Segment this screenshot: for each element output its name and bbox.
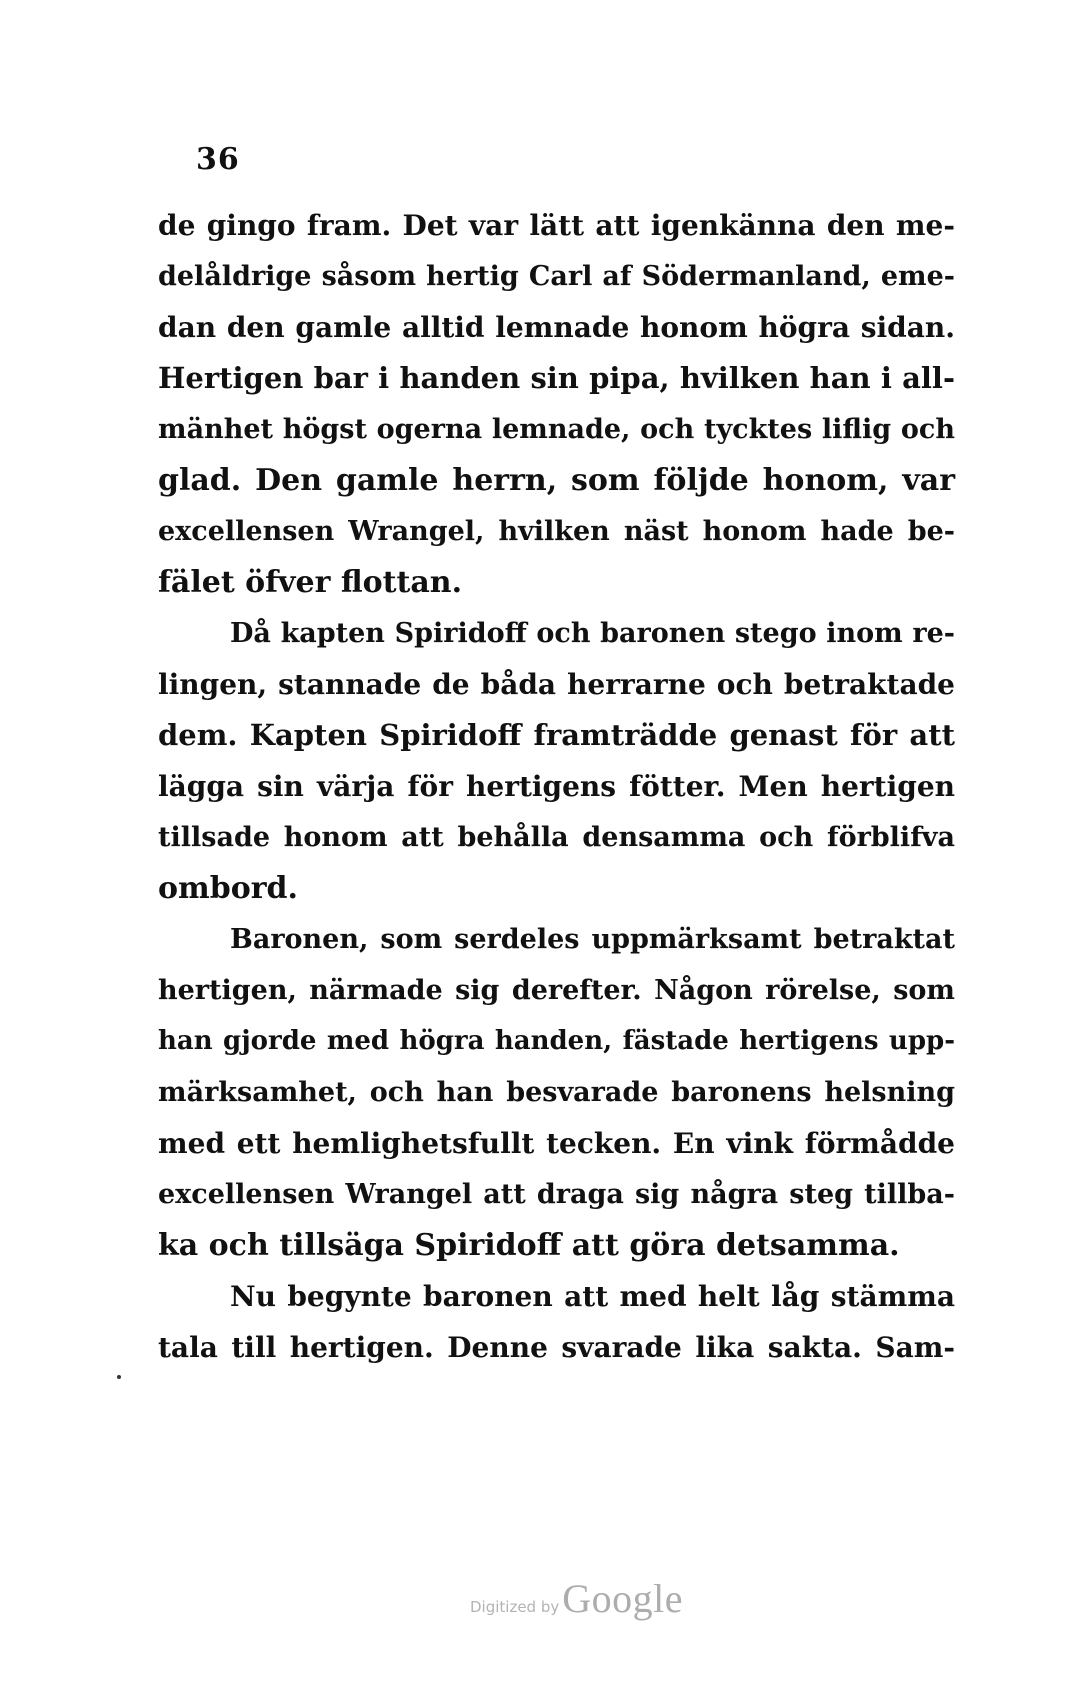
text-line: med ett hemlighetsfullt tecken. En vink förmådde (158, 1127, 955, 1160)
text-line: hertigen, närmade sig derefter. Någon rörelse, som (158, 975, 955, 1006)
paragraph-4 (158, 1271, 955, 1373)
text-line: märksamhet, och han besvarade baronens helsning (158, 1077, 955, 1108)
paragraph-3 (158, 914, 955, 1271)
text-line: fälet öfver flottan. (158, 565, 463, 600)
text-line: han gjorde med högra handen, fästade hertigens upp- (158, 1026, 955, 1056)
text-line: dem. Kapten Spiridoff framträdde genast för att (158, 718, 955, 752)
watermark-prefix: Digitized by (470, 1598, 560, 1616)
google-logo: Google (562, 1576, 684, 1621)
stray-ink-dot (117, 1375, 121, 1379)
text-line: tala till hertigen. Denne svarade lika sakta. Sam- (158, 1331, 955, 1364)
paragraph-2 (158, 608, 955, 914)
text-line: de gingo fram. Det var lätt att igenkänna den me- (158, 209, 955, 242)
text-line: lägga sin värja för hertigens fötter. Men hertigen (158, 770, 955, 803)
body-text (158, 200, 955, 1373)
text-line: Nu begynte baronen att med helt låg stämma (230, 1280, 955, 1313)
text-line: delåldrige såsom hertig Carl af Södermanland, eme- (158, 261, 955, 292)
text-line: mänhet högst ogerna lemnade, och tycktes liflig och (158, 414, 955, 445)
text-line: tillsade honom att behålla densamma och förblifva (158, 822, 955, 853)
digitized-watermark (470, 1575, 683, 1622)
text-line: lingen, stannade de båda herrarne och betraktade (158, 668, 955, 701)
text-line: dan den gamle alltid lemnade honom högra sidan. (158, 311, 955, 344)
text-line: ka och tillsäga Spiridoff att göra detsamma. (158, 1228, 900, 1263)
text-line: glad. Den gamle herrn, som följde honom, var (158, 463, 955, 498)
text-line: Hertigen bar i handen sin pipa, hvilken han i all- (158, 361, 955, 395)
text-line: excellensen Wrangel, hvilken näst honom hade be- (158, 516, 955, 547)
page-number: 36 (196, 142, 240, 177)
text-line: excellensen Wrangel att draga sig några steg tillba- (158, 1179, 955, 1210)
text-line: ombord. (158, 871, 298, 906)
text-line: Baronen, som serdeles uppmärksamt betraktat (230, 924, 955, 955)
paragraph-1 (158, 200, 955, 608)
text-line: Då kapten Spiridoff och baronen stego inom re- (230, 618, 955, 649)
